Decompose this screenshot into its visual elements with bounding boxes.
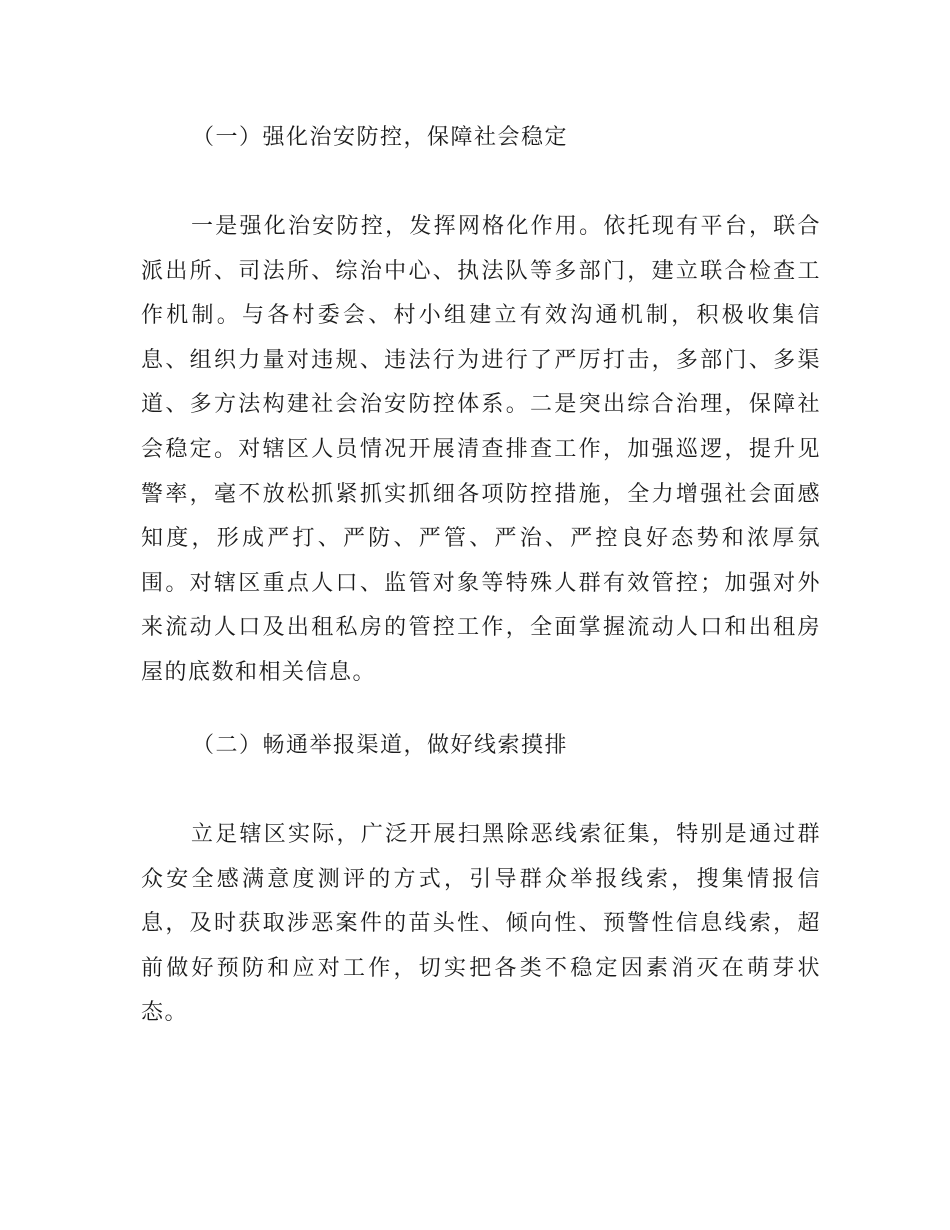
section-paragraph-1: 一是强化治安防控，发挥网格化作用。依托现有平台，联合派出所、司法所、综治中心、执法队等多部门，建立联合检查工作机制。与各村委会、村小组建立有效沟通机制，积极收集信息、组织力量对违规、违法行为进行了严厉打击，多部门、多渠道、多方法构建社会治安防控体系。二是突出综合治理，保障社会稳定。对辖区人员情况开展清查排查工作，加强巡逻，提升见警率，毫不放松抓紧抓实抓细各项防控措施，全力增强社会面感知度，形成严打、严防、严管、严治、严控良好态势和浓厚氛围。对辖区重点人口、监管对象等特殊人群有效管控；加强对外来流动人口及出租私房的管控工作，全面掌握流动人口和出租房屋的底数和相关信息。 <box>141 214 821 685</box>
section-heading-2: （二）畅通举报渠道，做好线索摸排 <box>192 733 569 758</box>
section-paragraph-2: 立足辖区实际，广泛开展扫黑除恶线索征集，特别是通过群众安全感满意度测评的方式，引导群众举报线索，搜集情报信息，及时获取涉恶案件的苗头性、倾向性、预警性信息线索，超前做好预防和应对工作，切实把各类不稳定因素消灭在萌芽状态。 <box>141 822 821 1026</box>
section-heading-1: （一）强化治安防控，保障社会稳定 <box>192 125 569 150</box>
